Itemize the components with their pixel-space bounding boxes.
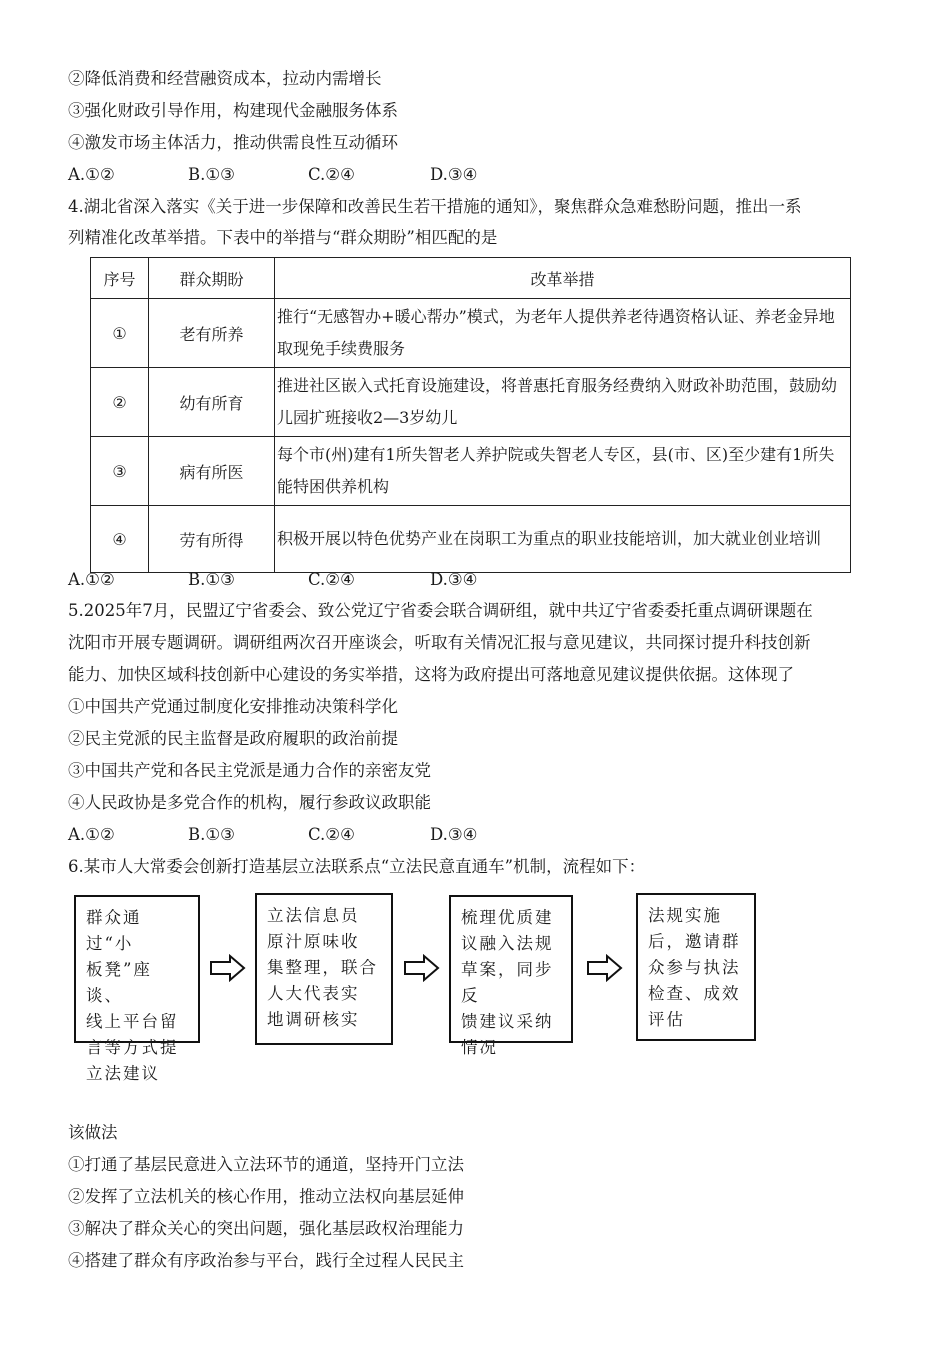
- q4-stem-line-1: 4.湖北省深入落实《关于进一步保障和改善民生若干措施的通知》，聚焦群众急难愁盼问题，推出一系: [68, 197, 802, 216]
- row-no: ④: [91, 506, 149, 573]
- q6-item-2: ②发挥了立法机关的核心作用，推动立法权向基层延伸: [68, 1187, 464, 1206]
- q3-item-2: ②降低消费和经营融资成本，拉动内需增长: [68, 69, 382, 88]
- q5-stem-line-1: 5.2025年7月，民盟辽宁省委会、致公党辽宁省委会联合调研组，就中共辽宁省委委托重点调研课题在: [68, 601, 813, 620]
- row-no: ③: [91, 437, 149, 506]
- flow-arrow-icon: [210, 954, 246, 982]
- q3-options: [68, 164, 568, 186]
- q6-lead: 该做法: [68, 1123, 118, 1142]
- header-measure: 改革举措: [275, 258, 851, 299]
- q5-item-3: ③中国共产党和各民主党派是通力合作的亲密友党: [68, 761, 431, 780]
- table-header-row: [91, 258, 851, 299]
- flow-step-2: 立法信息员 原汁原味收 集整理，联合 人大代表实 地调研核实: [255, 893, 393, 1045]
- q4-option-b[interactable]: B.①③: [188, 570, 235, 589]
- flow-step-4: 法规实施 后，邀请群 众参与执法 检查、成效 评估: [636, 893, 756, 1041]
- q5-item-2: ②民主党派的民主监督是政府履职的政治前提: [68, 729, 398, 748]
- header-no: 序号: [91, 258, 149, 299]
- q5-option-b[interactable]: B.①③: [188, 825, 235, 844]
- q5-option-c[interactable]: C.②④: [308, 825, 355, 844]
- q6-item-4: ④搭建了群众有序政治参与平台，践行全过程人民民主: [68, 1251, 464, 1270]
- flow-step-3: 梳理优质建 议融入法规 草案，同步反 馈建议采纳 情况: [449, 895, 573, 1043]
- q5-option-a[interactable]: A.①②: [68, 825, 115, 844]
- q4-reform-table: [90, 257, 851, 573]
- q6-item-3: ③解决了群众关心的突出问题，强化基层政权治理能力: [68, 1219, 464, 1238]
- q4-options: [68, 569, 568, 591]
- row-no: ②: [91, 368, 149, 437]
- table-row: [91, 368, 851, 437]
- row-hope: 病有所医: [149, 437, 275, 506]
- header-hope: 群众期盼: [149, 258, 275, 299]
- q5-item-1: ①中国共产党通过制度化安排推动决策科学化: [68, 697, 398, 716]
- q4-stem-line-2: 列精准化改革举措。下表中的举措与“群众期盼”相匹配的是: [68, 228, 498, 247]
- q4-option-d[interactable]: D.③④: [430, 570, 478, 589]
- row-measure: 推进社区嵌入式托育设施建设，将普惠托育服务经费纳入财政补助范围，鼓励幼儿园扩班接收2—3岁幼儿: [275, 368, 851, 437]
- row-measure: 每个市(州)建有1所失智老人养护院或失智老人专区，县(市、区)至少建有1所失能特困供养机构: [275, 437, 851, 506]
- q6-item-1: ①打通了基层民意进入立法环节的通道，坚持开门立法: [68, 1155, 464, 1174]
- q4-option-a[interactable]: A.①②: [68, 570, 115, 589]
- row-no: ①: [91, 299, 149, 368]
- row-measure: 推行“无感智办+暖心帮办”模式，为老年人提供养老待遇资格认证、养老金异地取现免手续费服务: [275, 299, 851, 368]
- row-measure: 积极开展以特色优势产业在岗职工为重点的职业技能培训，加大就业创业培训: [275, 506, 851, 573]
- q3-item-4: ④激发市场主体活力，推动供需良性互动循环: [68, 133, 398, 152]
- q3-option-b[interactable]: B.①③: [188, 165, 235, 184]
- q3-item-3: ③强化财政引导作用，构建现代金融服务体系: [68, 101, 398, 120]
- table-row: [91, 437, 851, 506]
- table-row: [91, 506, 851, 573]
- q5-stem-line-3: 能力、加快区域科技创新中心建设的务实举措，这将为政府提出可落地意见建议提供依据。这体现了: [68, 665, 794, 684]
- flow-arrow-icon: [404, 954, 440, 982]
- q3-option-c[interactable]: C.②④: [308, 165, 355, 184]
- row-hope: 幼有所育: [149, 368, 275, 437]
- row-hope: 老有所养: [149, 299, 275, 368]
- q3-option-d[interactable]: D.③④: [430, 165, 478, 184]
- flow-step-1: 群众通过“小 板凳”座谈、 线上平台留 言等方式提 立法建议: [74, 895, 200, 1043]
- q3-option-a[interactable]: A.①②: [68, 165, 115, 184]
- q6-stem: 6.某市人大常委会创新打造基层立法联系点“立法民意直通车”机制，流程如下：: [68, 857, 646, 876]
- flow-arrow-icon: [587, 954, 623, 982]
- q5-option-d[interactable]: D.③④: [430, 825, 478, 844]
- q4-option-c[interactable]: C.②④: [308, 570, 355, 589]
- row-hope: 劳有所得: [149, 506, 275, 573]
- q5-stem-line-2: 沈阳市开展专题调研。调研组两次召开座谈会，听取有关情况汇报与意见建议，共同探讨提升科技创新: [68, 633, 811, 652]
- q5-item-4: ④人民政协是多党合作的机构，履行参政议政职能: [68, 793, 431, 812]
- table-row: [91, 299, 851, 368]
- q5-options: [68, 824, 568, 846]
